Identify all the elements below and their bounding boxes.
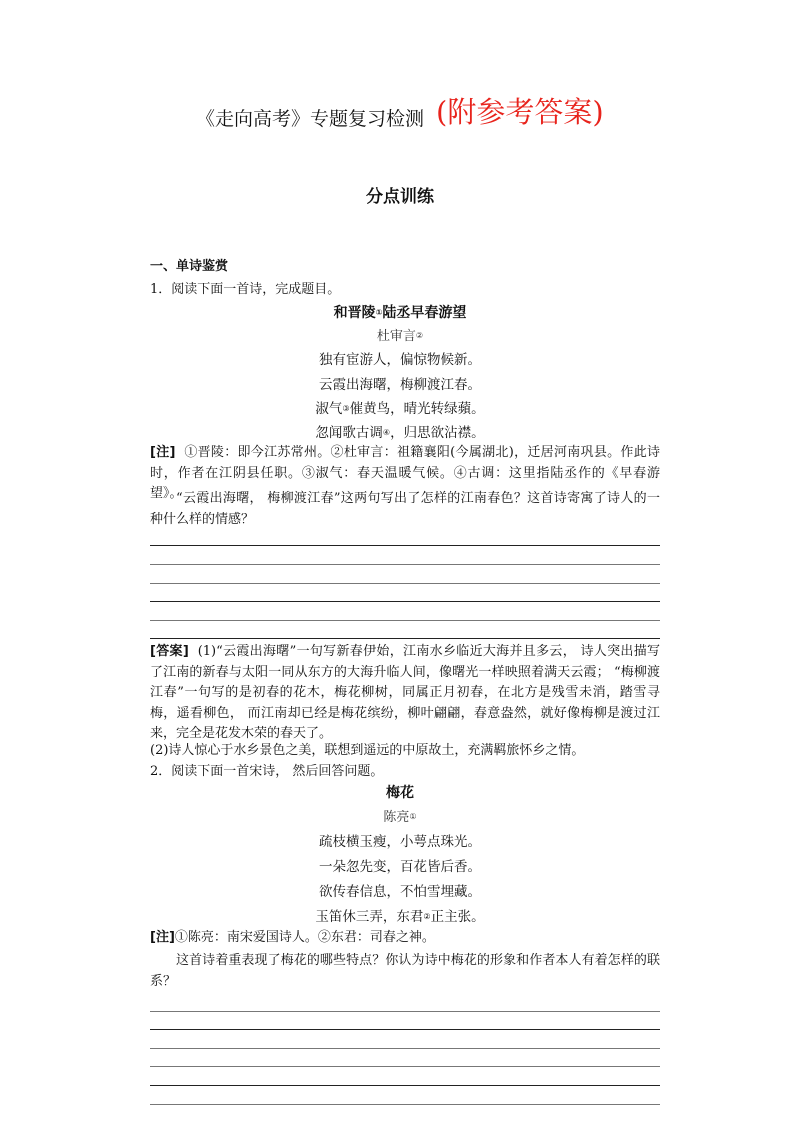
question-2-prompt: 2．阅读下面一首宋诗， 然后回答问题。	[150, 764, 384, 779]
poem-1-line: 淑气③催黄鸟，晴光转绿蘋。	[315, 401, 485, 417]
poem-2-line: 玉笛休三弄，东君②正主张。	[315, 909, 485, 925]
answer-line[interactable]	[150, 545, 660, 546]
poem-1-author: 杜审言②	[376, 329, 424, 344]
answer-1-part-2: (2)诗人惊心于水乡景色之美，联想到遥远的中原故土，充满羁旅怀乡之情。	[150, 743, 585, 758]
answer-line[interactable]	[150, 1104, 660, 1105]
question-1-prompt: 1．阅读下面一首诗，完成题目。	[150, 282, 341, 297]
section-subtitle: 分点训练	[366, 187, 434, 207]
poem-1-line: 忽闻歌古调④，归思欲沾襟。	[315, 425, 485, 441]
answer-line[interactable]	[150, 1029, 660, 1030]
answer-line[interactable]	[150, 1066, 660, 1067]
answer-line[interactable]	[150, 1085, 660, 1086]
poem-1-line: 独有宦游人，偏惊物候新。	[319, 352, 481, 368]
poem-1-notes: [注] ①晋陵：即今江苏常州。②杜审言：祖籍襄阳(今属湖北)，迁居河南巩县。作此诗时，作者在江阴县任职。③淑气：春天温暖气候。④古调：这里指陆丞作的《早春游望》。	[150, 445, 660, 501]
answer-key-note: (附参考答案)	[436, 95, 604, 129]
poem-1-line: 云霞出海曙，梅柳渡江春。	[319, 377, 481, 393]
poem-2-line: 欲传春信息，不怕雪埋藏。	[319, 884, 481, 900]
poem-2-line: 疏枝横玉瘦，小萼点珠光。	[319, 834, 481, 850]
poem-2-author: 陈亮①	[383, 810, 417, 825]
page-title: 《走向高考》专题复习检测	[196, 108, 425, 130]
answer-line[interactable]	[150, 620, 660, 621]
answer-1-part-1: [答案] (1)“云霞出海曙”一句写新春伊始，江南水乡临近大海并且多云， 诗人突出描写了江南的新春与太阳一同从东方的大海升临人间，像曙光一样映照着满天云霞； “梅柳渡江春”一句写的是初春的花木，梅花柳树，同属正月初春，在北方是残雪未消，踏雪寻梅，遥看柳色， 而江南却已经是梅花缤纷，柳叶翩翩，春意盎然，就好像梅柳是渡过江来，完全是花发木荣的春天了。	[150, 644, 661, 741]
poem-1-title: 和晋陵①陆丞早春游望	[333, 305, 467, 321]
poem-2-line: 一朵忽先变，百花皆后香。	[319, 859, 481, 875]
question-1-text: “云霞出海曙， 梅柳渡江春”这两句写出了怎样的江南春色？这首诗寄寓了诗人的一种什么样的情感？	[150, 491, 660, 527]
answer-line[interactable]	[150, 564, 660, 565]
answer-line[interactable]	[150, 583, 660, 584]
section-heading: 一、单诗鉴赏	[150, 259, 229, 274]
poem-2-title: 梅花	[386, 785, 414, 801]
answer-line[interactable]	[150, 638, 660, 639]
answer-line[interactable]	[150, 601, 660, 602]
poem-2-notes: [注]①陈亮：南宋爱国诗人。②东君：司春之神。	[150, 930, 435, 945]
answer-line[interactable]	[150, 1011, 660, 1012]
question-2-text: 这首诗着重表现了梅花的哪些特点？你认为诗中梅花的形象和作者本人有着怎样的联系？	[150, 953, 660, 989]
answer-line[interactable]	[150, 1048, 660, 1049]
